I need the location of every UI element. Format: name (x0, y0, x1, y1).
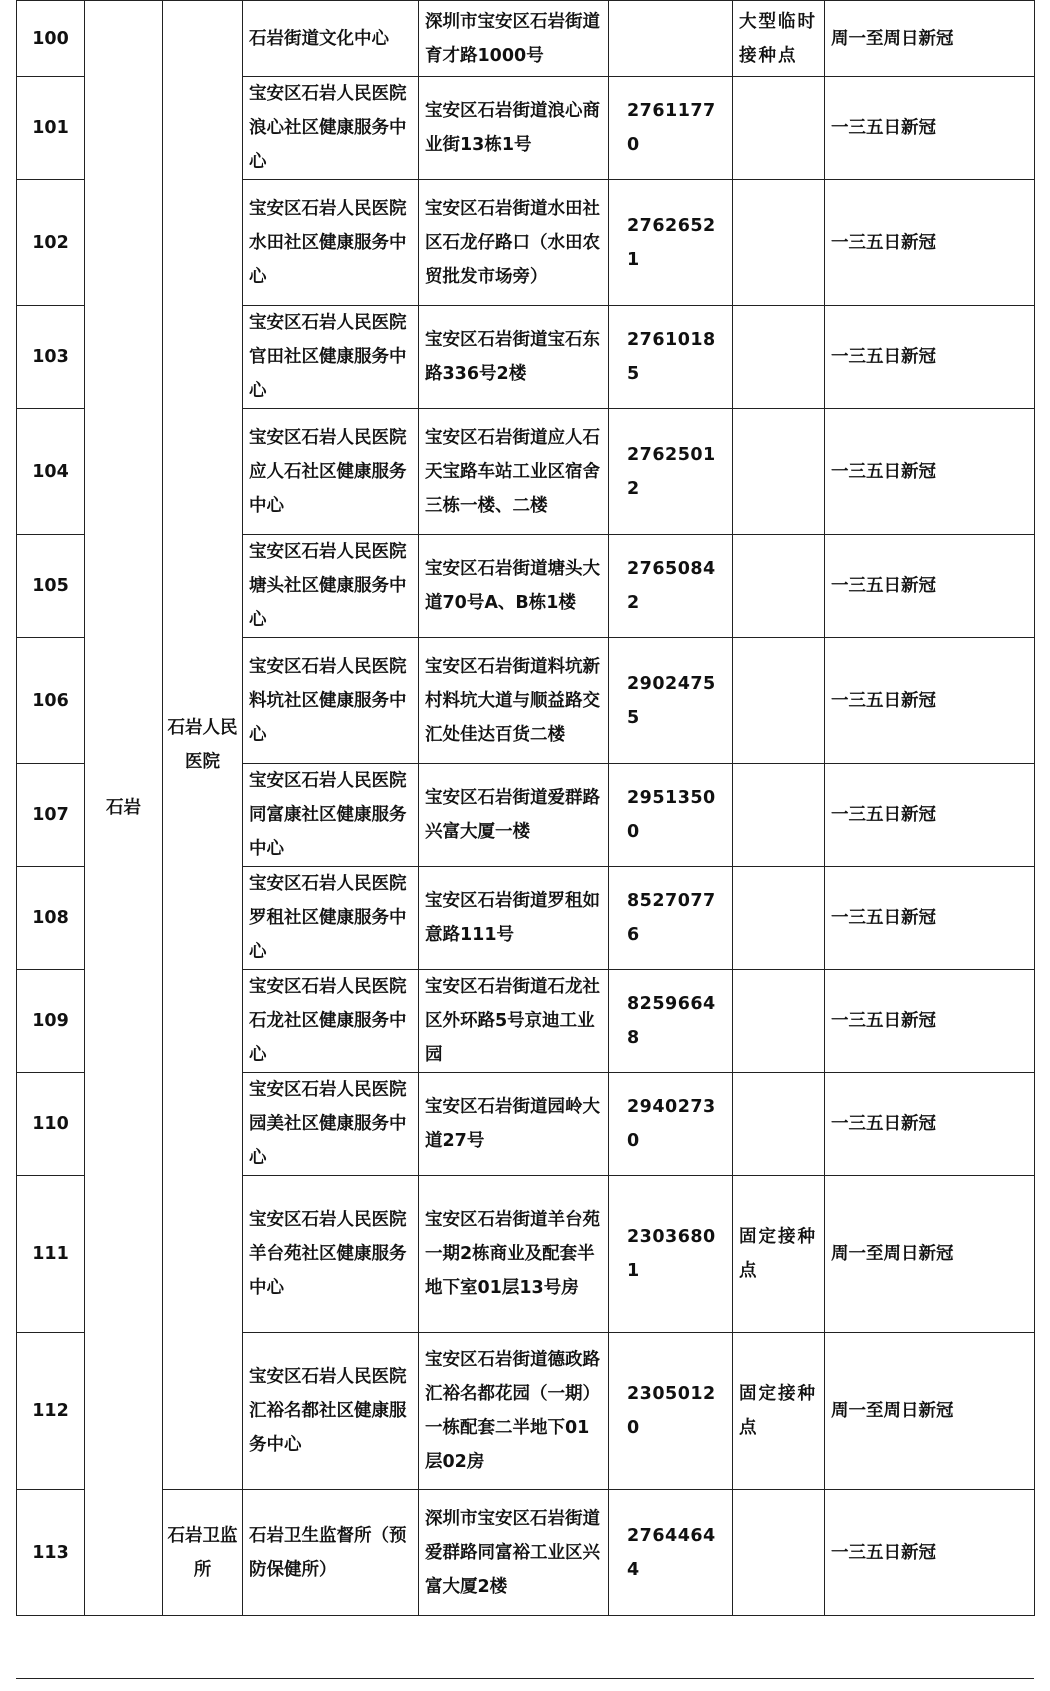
site-type-cell (733, 306, 825, 409)
site-name-cell: 宝安区石岩人民医院料坑社区健康服务中心 (243, 638, 419, 764)
schedule-cell: 一三五日新冠 (825, 1073, 1035, 1176)
site-type-cell: 固定接种点 (733, 1333, 825, 1490)
site-name-cell: 石岩街道文化中心 (243, 1, 419, 77)
schedule-cell: 一三五日新冠 (825, 867, 1035, 970)
schedule-cell: 周一至周日新冠 (825, 1333, 1035, 1490)
address-cell: 宝安区石岩街道罗租如意路111号 (419, 867, 609, 970)
row-number-cell: 100 (17, 1, 85, 77)
schedule-cell: 一三五日新冠 (825, 409, 1035, 535)
site-type-cell (733, 77, 825, 180)
schedule-cell: 周一至周日新冠 (825, 1176, 1035, 1333)
address-cell: 宝安区石岩街道塘头大道70号A、B栋1楼 (419, 535, 609, 638)
address-cell: 宝安区石岩街道应人石天宝路车站工业区宿舍三栋一楼、二楼 (419, 409, 609, 535)
site-name-cell: 宝安区石岩人民医院同富康社区健康服务中心 (243, 764, 419, 867)
site-type-cell (733, 970, 825, 1073)
row-number-cell: 106 (17, 638, 85, 764)
address-cell: 宝安区石岩街道石龙社区外环路5号京迪工业园 (419, 970, 609, 1073)
table-row (17, 1, 1035, 77)
address-cell: 宝安区石岩街道宝石东路336号2楼 (419, 306, 609, 409)
row-number-cell: 110 (17, 1073, 85, 1176)
site-type-cell (733, 1073, 825, 1176)
vaccination-sites-table (16, 0, 1035, 1616)
table-row (17, 1490, 1035, 1616)
phone-cell: 27625012 (609, 409, 733, 535)
phone-cell (609, 1, 733, 77)
phone-cell: 27610185 (609, 306, 733, 409)
phone-cell: 27644644 (609, 1490, 733, 1616)
schedule-cell: 一三五日新冠 (825, 970, 1035, 1073)
schedule-cell: 一三五日新冠 (825, 1490, 1035, 1616)
address-cell: 宝安区石岩街道羊台苑一期2栋商业及配套半地下室01层13号房 (419, 1176, 609, 1333)
row-number-cell: 102 (17, 180, 85, 306)
schedule-cell: 一三五日新冠 (825, 77, 1035, 180)
phone-cell: 29024755 (609, 638, 733, 764)
site-name-cell: 宝安区石岩人民医院官田社区健康服务中心 (243, 306, 419, 409)
schedule-cell: 一三五日新冠 (825, 764, 1035, 867)
phone-cell: 27611770 (609, 77, 733, 180)
site-name-cell: 宝安区石岩人民医院羊台苑社区健康服务中心 (243, 1176, 419, 1333)
site-name-cell: 宝安区石岩人民医院罗租社区健康服务中心 (243, 867, 419, 970)
schedule-cell: 一三五日新冠 (825, 535, 1035, 638)
row-number-cell: 108 (17, 867, 85, 970)
site-name-cell: 宝安区石岩人民医院浪心社区健康服务中心 (243, 77, 419, 180)
row-number-cell: 105 (17, 535, 85, 638)
site-type-cell: 固定接种点 (733, 1176, 825, 1333)
phone-cell: 23036801 (609, 1176, 733, 1333)
schedule-cell: 一三五日新冠 (825, 638, 1035, 764)
site-name-cell: 宝安区石岩人民医院石龙社区健康服务中心 (243, 970, 419, 1073)
institution-cell: 石岩人民医院 (163, 1, 243, 1490)
address-cell: 宝安区石岩街道料坑新村料坑大道与顺益路交汇处佳达百货二楼 (419, 638, 609, 764)
address-cell: 宝安区石岩街道爱群路兴富大厦一楼 (419, 764, 609, 867)
site-type-cell (733, 867, 825, 970)
district-cell: 石岩 (85, 1, 163, 1616)
address-cell: 深圳市宝安区石岩街道爱群路同富裕工业区兴富大厦2楼 (419, 1490, 609, 1616)
site-name-cell: 宝安区石岩人民医院水田社区健康服务中心 (243, 180, 419, 306)
row-number-cell: 109 (17, 970, 85, 1073)
table-bottom-edge (16, 1678, 1034, 1691)
site-name-cell: 宝安区石岩人民医院园美社区健康服务中心 (243, 1073, 419, 1176)
row-number-cell: 113 (17, 1490, 85, 1616)
institution-cell: 石岩卫监所 (163, 1490, 243, 1616)
address-cell: 宝安区石岩街道园岭大道27号 (419, 1073, 609, 1176)
phone-cell: 29513500 (609, 764, 733, 867)
site-name-cell: 宝安区石岩人民医院应人石社区健康服务中心 (243, 409, 419, 535)
site-type-cell (733, 409, 825, 535)
schedule-cell: 一三五日新冠 (825, 180, 1035, 306)
row-number-cell: 111 (17, 1176, 85, 1333)
row-number-cell: 112 (17, 1333, 85, 1490)
phone-cell: 27650842 (609, 535, 733, 638)
site-type-cell: 大型临时接种点 (733, 1, 825, 77)
site-type-cell (733, 638, 825, 764)
site-type-cell (733, 764, 825, 867)
phone-cell: 29402730 (609, 1073, 733, 1176)
site-name-cell: 宝安区石岩人民医院汇裕名都社区健康服务中心 (243, 1333, 419, 1490)
row-number-cell: 103 (17, 306, 85, 409)
schedule-cell: 一三五日新冠 (825, 306, 1035, 409)
site-type-cell (733, 180, 825, 306)
phone-cell: 27626521 (609, 180, 733, 306)
site-name-cell: 宝安区石岩人民医院塘头社区健康服务中心 (243, 535, 419, 638)
table-body (17, 1, 1035, 1616)
site-type-cell (733, 1490, 825, 1616)
schedule-cell: 周一至周日新冠 (825, 1, 1035, 77)
row-number-cell: 104 (17, 409, 85, 535)
row-number-cell: 107 (17, 764, 85, 867)
address-cell: 深圳市宝安区石岩街道育才路1000号 (419, 1, 609, 77)
site-name-cell: 石岩卫生监督所（预防保健所） (243, 1490, 419, 1616)
site-type-cell (733, 535, 825, 638)
address-cell: 宝安区石岩街道德政路汇裕名都花园（一期）一栋配套二半地下01层02房 (419, 1333, 609, 1490)
row-number-cell: 101 (17, 77, 85, 180)
phone-cell: 82596648 (609, 970, 733, 1073)
address-cell: 宝安区石岩街道浪心商业街13栋1号 (419, 77, 609, 180)
phone-cell: 23050120 (609, 1333, 733, 1490)
phone-cell: 85270776 (609, 867, 733, 970)
address-cell: 宝安区石岩街道水田社区石龙仔路口（水田农贸批发市场旁） (419, 180, 609, 306)
